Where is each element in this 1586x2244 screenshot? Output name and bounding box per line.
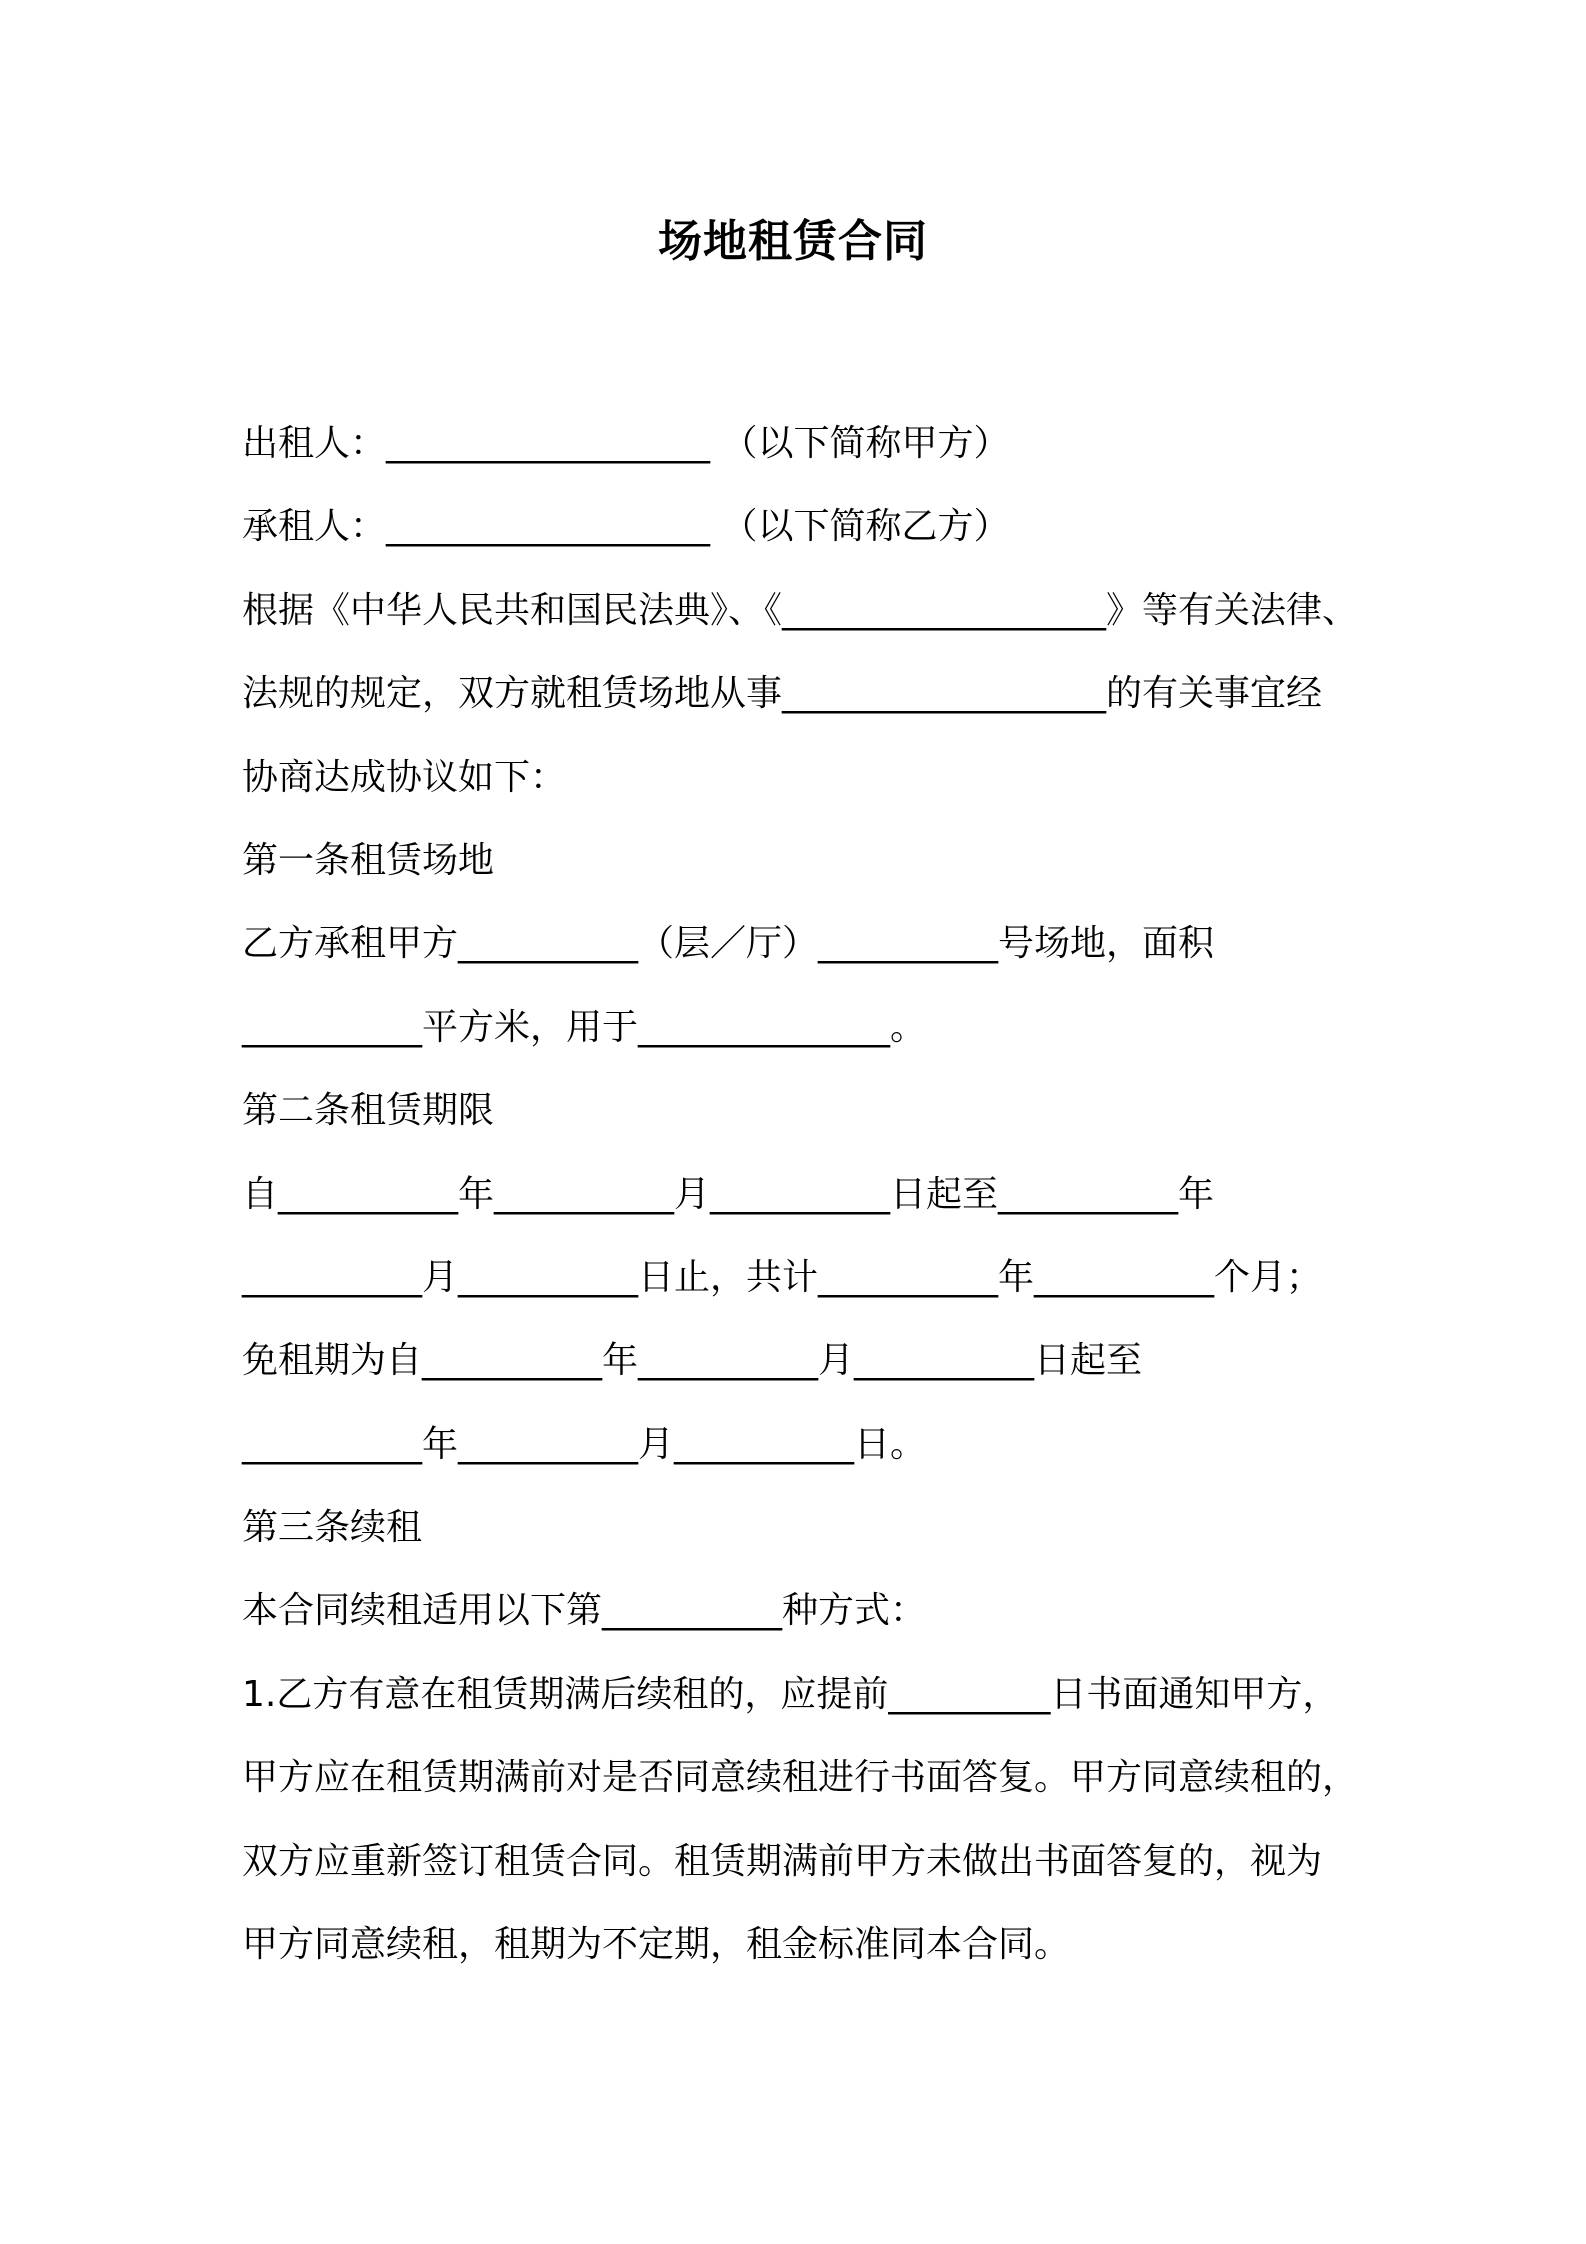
document-title: 场地租赁合同 [658, 216, 928, 267]
article-2-line-3: 免租期为自__________年__________月__________日起至 [242, 1340, 1143, 1382]
article-1-line-2: __________平方米，用于______________。 [242, 1006, 927, 1048]
preamble-line-1: 根据《中华人民共和国民法典》、《__________________》等有关法律、 [242, 589, 1359, 631]
article-3-line-5: 甲方同意续租，租期为不定期，租金标准同本合同。 [242, 1924, 1071, 1966]
document-body [242, 402, 1372, 1986]
article-1-line-1: 乙方承租甲方__________（层／厅）__________号场地，面积 [242, 923, 1215, 965]
article-2-line-2: __________月__________日止，共计__________年__________个月； [242, 1256, 1323, 1298]
preamble-line-2: 法规的规定，双方就租赁场地从事__________________的有关事宜经 [242, 673, 1323, 715]
article-3-line-2: 1.乙方有意在租赁期满后续租的，应提前_________日书面通知甲方， [242, 1673, 1339, 1715]
article-2-heading: 第二条租赁期限 [242, 1090, 495, 1132]
article-1-heading: 第一条租赁场地 [242, 839, 495, 881]
article-2-line-4: __________年__________月__________日。 [242, 1423, 926, 1465]
preamble-line-3: 协商达成协议如下： [242, 756, 567, 798]
article-2-line-1: 自__________年__________月__________日起至__________年 [242, 1173, 1215, 1215]
lessee-line: 承租人：__________________ （以下简称乙方） [242, 506, 1010, 548]
article-3-line-1: 本合同续租适用以下第__________种方式： [242, 1590, 927, 1632]
article-3-heading: 第三条续租 [242, 1507, 423, 1549]
article-3-line-3: 甲方应在租赁期满前对是否同意续租进行书面答复。甲方同意续租的， [242, 1757, 1359, 1799]
article-3-line-4: 双方应重新签订租赁合同。租赁期满前甲方未做出书面答复的，视为 [242, 1840, 1323, 1882]
lessor-line: 出租人：__________________ （以下简称甲方） [242, 423, 1010, 464]
